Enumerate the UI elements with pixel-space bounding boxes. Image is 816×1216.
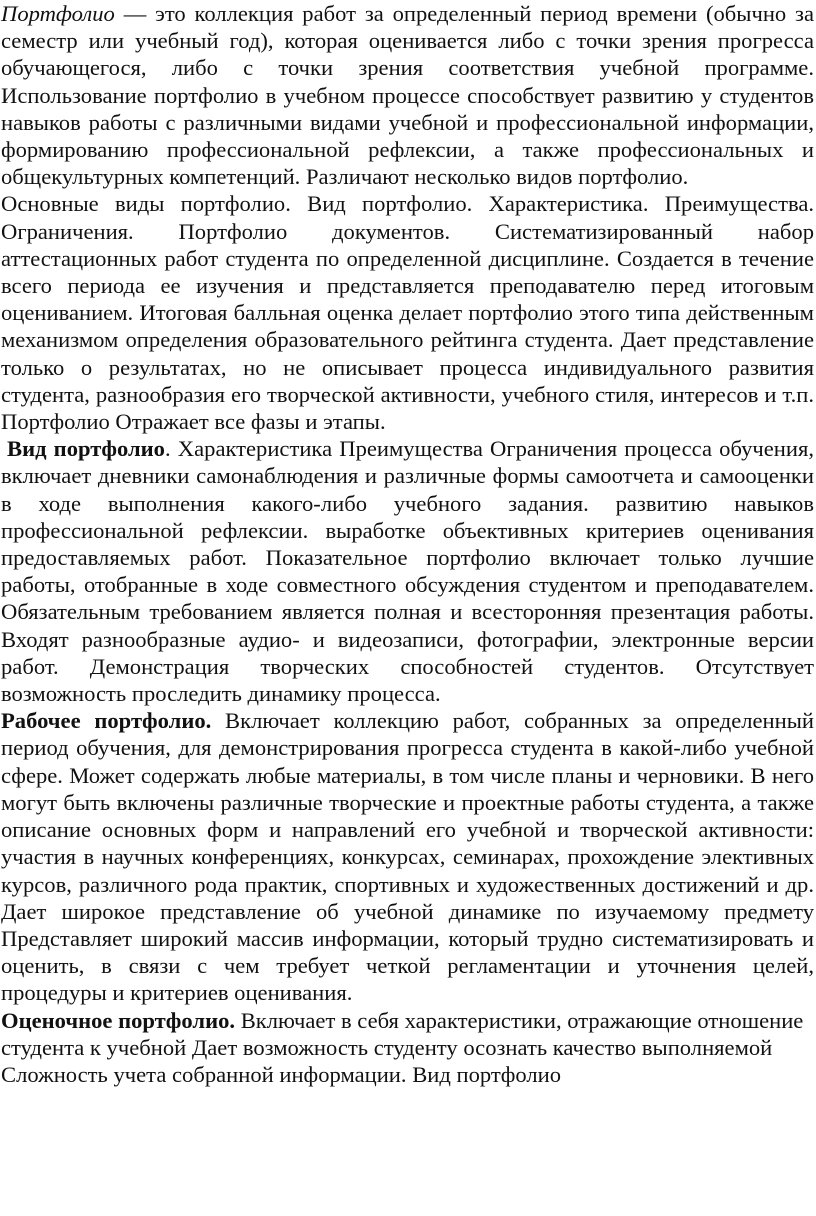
paragraph-working-portfolio bbox=[1, 707, 814, 1006]
paragraph-evaluation-portfolio bbox=[1, 1007, 814, 1089]
paragraph-text: — это коллекция работ за определенный период времени (обычно за семестр или учебный год), которая оценивается либо с точки зрения прогресса обучающегося, либо с точки зрения соответствия учебной программе. Использование портфолио в учебном процессе способствует развитию у студентов навыков работы с различными видами учебной и профессиональной информации, формированию профессиональной рефлексии, а также профессиональных и общекультурных компетенций. Различают несколько видов портфолио. bbox=[1, 1, 814, 190]
paragraph-portfolio-kind bbox=[1, 435, 814, 707]
paragraph-text: Включает в себя характеристики, отражающие отношение студента к учебной Дает возможность студенту осознать качество выполняемой Сложность учета собранной информации. Вид портфолио bbox=[1, 1007, 804, 1087]
heading-portfolio-kind: Вид портфолио bbox=[7, 436, 165, 462]
heading-working-portfolio: Рабочее портфолио. bbox=[1, 708, 212, 734]
paragraph-text: Основные виды портфолио. Вид портфолио. Характеристика. Преимущества. Ограничения. Портфолио документов. Систематизированный набор аттестационных работ студента по определенной дисциплине. Создается в течение всего периода ее изучения и представляется преподавателю перед итоговым оцениванием. Итоговая балльная оценка делает портфолио этого типа действенным механизмом определения образовательного рейтинга студента. Дает представление только о результатах, но не описывает процесса индивидуального развития студента, разнообразия его творческой активности, учебного стиля, интересов и т.п. Портфолио Отражает все фазы и этапы. bbox=[1, 191, 814, 435]
paragraph-text: . Характеристика Преимущества Ограничения процесса обучения, включает дневники самонаблюдения и различные формы самоотчета и самооценки в ходе выполнения какого-либо учебного задания. развитию навыков профессиональной рефлексии. выработке объективных критериев оценивания предоставляемых работ. Показательное портфолио включает только лучшие работы, отобранные в ходе совместного обсуждения студентом и преподавателем. Обязательным требованием является полная и всесторонняя презентация работы. Входят разнообразные аудио- и видеозаписи, фотографии, электронные версии работ. Демонстрация творческих способностей студентов. Отсутствует возможность проследить динамику процесса. bbox=[1, 436, 814, 707]
paragraph-text: Включает коллекцию работ, собранных за определенный период обучения, для демонстрирования прогресса студента в какой-либо учебной сфере. Может содержать любые материалы, в том числе планы и черновики. В него могут быть включены различные творческие и проектные работы студента, а также описание основных форм и направлений его учебной и творческой активности: участия в научных конференциях, конкурсах, семинарах, прохождение элективных курсов, различного рода практик, спортивных и художественных достижений и др. Дает широкое представление об учебной динамике по изучаемому предмету Представляет широкий массив информации, который трудно систематизировать и оценить, в связи с чем требует четкой регламентации и уточнения целей, процедуры и критериев оценивания. bbox=[1, 708, 814, 1006]
paragraph-portfolio-definition bbox=[1, 0, 814, 190]
heading-evaluation-portfolio: Оценочное портфолио. bbox=[1, 1007, 236, 1033]
paragraph-portfolio-types bbox=[1, 190, 814, 435]
term-portfolio: Портфолио bbox=[1, 1, 115, 26]
